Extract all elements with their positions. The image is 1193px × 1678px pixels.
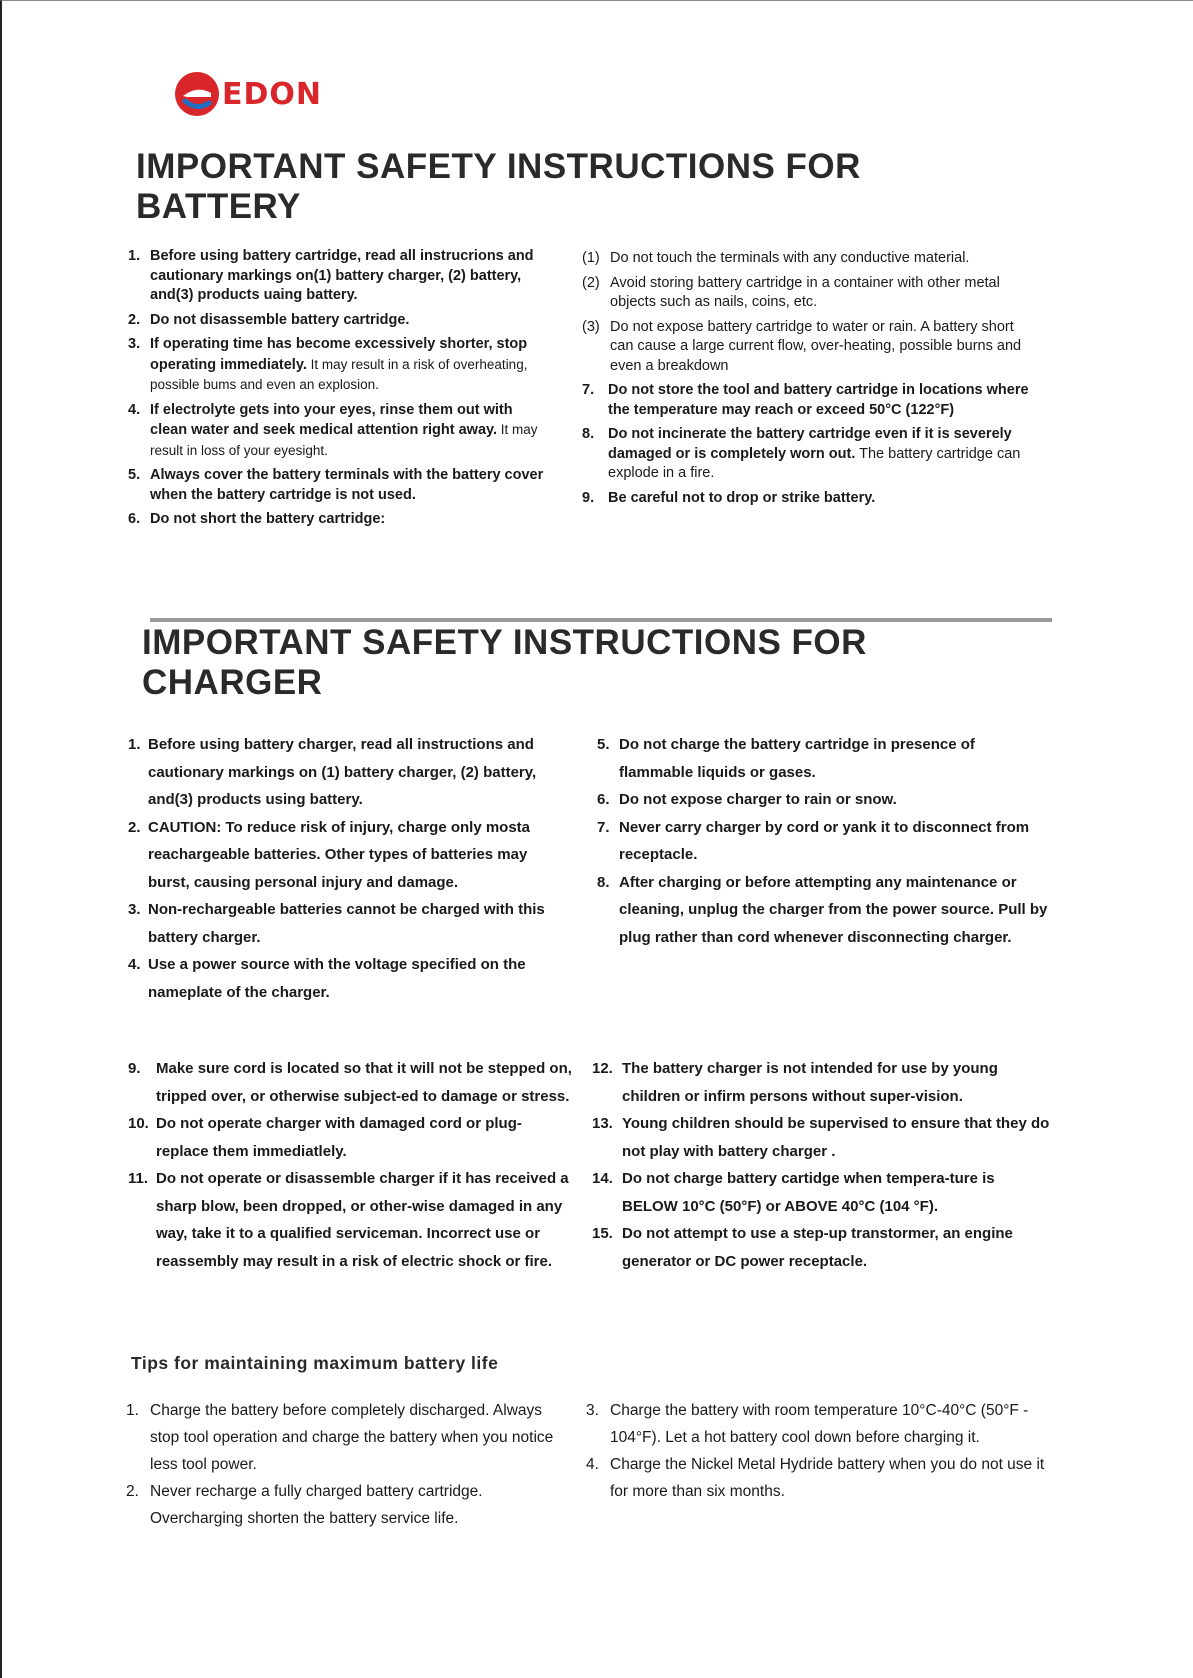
item-number: 7. [582,382,595,398]
item-number: 10. [128,1115,149,1132]
item-text: Do not charge the battery cartridge in presence of flammable liquids or gases. [619,736,975,781]
charger-bottom-left-column [128,1055,573,1275]
list-item [128,311,548,331]
tips-left-column [126,1397,571,1532]
tips-right-column [586,1397,1052,1505]
list-item [582,425,1032,484]
item-text: Make sure cord is located so that it will not be stepped on, tripped over, or otherwise subject-ed to damage or stress. [156,1060,572,1105]
list-item [128,814,568,897]
battery-title-line1: IMPORTANT SAFETY INSTRUCTIONS FOR [136,147,861,186]
list-item [592,1110,1052,1165]
list-item [582,274,1032,313]
charger-top-left-column [128,731,568,1006]
item-text: Young children should be supervised to ensure that they do not play with battery charger . [622,1115,1050,1160]
battery-left-column [128,247,548,535]
brand-name: EDON [222,76,323,112]
item-number: 6. [128,511,141,527]
item-number: (2) [582,274,600,291]
charger-top-right-column [597,731,1052,951]
item-number: 13. [592,1115,613,1132]
item-text: Always cover the battery terminals with the battery cover when the battery cartridge is not used. [150,467,544,503]
item-text: Do not store the tool and battery cartridge in locations where the temperature may reach or exceed 50°C (122°F) [608,382,1029,418]
item-text: Do not operate or disassemble charger if it has received a sharp blow, been dropped, or other-wise damaged in any way, take it to a qualified serviceman. Incorrect use or reassembly may result in a risk of electric shock or fire. [156,1170,569,1270]
item-number: (3) [582,318,600,335]
list-item [582,381,1032,420]
list-item [592,1055,1052,1110]
item-number: 8. [582,426,595,442]
item-text: Charge the Nickel Metal Hydride battery when you do not use it for more than six months. [610,1456,1045,1500]
item-text: Do not touch the terminals with any conductive material. [610,250,970,266]
item-number: 3. [128,336,141,352]
list-item [597,731,1052,786]
brand-logo [174,71,322,117]
item-number: 9. [128,1060,141,1077]
charger-bottom-right-column [592,1055,1052,1275]
battery-section-title [136,147,861,227]
item-text: Avoid storing battery cartridge in a container with other metal objects such as nails, coins, etc. [610,274,1000,310]
item-text: Before using battery cartridge, read all instrucrions and cautionary markings on(1) battery charger, (2) battery, and(3) products uaing battery. [150,248,534,303]
list-item [126,1397,571,1478]
list-item [128,951,568,1006]
item-text: Never carry charger by cord or yank it to disconnect from receptacle. [619,818,1030,863]
tips-section-title: Tips for maintaining maximum battery life [131,1353,499,1373]
list-item [128,335,548,396]
charger-title-line1: IMPORTANT SAFETY INSTRUCTIONS FOR [142,623,867,662]
item-number: 1. [128,736,141,753]
item-text: Do not attempt to use a step-up transtormer, an engine generator or DC power receptacle. [622,1225,1013,1270]
item-text: The battery charger is not intended for use by young children or infirm persons without super-vision. [622,1060,998,1105]
list-item [586,1397,1052,1451]
list-item [128,1055,573,1110]
item-text: Do not expose charger to rain or snow. [619,791,897,808]
list-item [592,1220,1052,1275]
list-item [128,247,548,306]
item-text: Before using battery charger, read all instructions and cautionary markings on (1) battery charger, (2) battery, and(3) products using battery. [148,736,537,808]
item-text: Charge the battery with room temperature 10°C-40°C (50°F - 104°F). Let a hot battery cool down before charging it. [610,1402,1029,1446]
item-number: 3. [586,1402,599,1419]
item-number: 7. [597,818,610,836]
list-item [597,786,1052,814]
item-text-bold: If electrolyte gets into your eyes, rinse them out with clean water and seek medical attention right away. [150,401,513,438]
list-item [597,814,1052,869]
item-text: Never recharge a fully charged battery cartridge. Overcharging shorten the battery service life. [150,1483,483,1527]
item-number: 1. [126,1402,139,1419]
list-item [128,510,548,530]
item-text-bold: Do not incinerate the battery cartridge even if it is severely damaged or is completely worn out. [608,426,1012,462]
item-number: 1. [128,248,141,264]
item-text-note: The battery cartridge can explode in a fire. [608,445,1021,481]
edon-logo-icon [174,71,220,117]
list-item [126,1478,571,1532]
list-item [128,1165,573,1275]
charger-title-line2: CHARGER [142,663,323,702]
list-item [128,896,568,951]
item-text-note: It may result in a risk of overheating, possible bums and even an explosion. [150,356,528,392]
item-text: CAUTION: To reduce risk of injury, charge only mosta reachargeable batteries. Other types of batteries may burst, causing personal injury and damage. [148,818,531,891]
list-item [597,869,1052,952]
item-number: 3. [128,901,141,918]
list-item [128,466,548,505]
item-number: 11. [128,1170,149,1187]
item-text: Do not charge battery cartidge when tempera-ture is BELOW 10°C (50°F) or ABOVE 40°C (104 °F). [622,1170,995,1215]
item-number: 6. [597,791,610,808]
item-number: 2. [128,818,141,836]
list-item [582,249,1032,269]
list-item [586,1451,1052,1505]
item-number: 4. [128,401,141,418]
list-item [582,489,1032,509]
item-text: Do not expose battery cartridge to water or rain. A battery short can cause a large current flow, over-heating, possible burns and even a breakdown [610,318,1022,374]
item-number: 2. [126,1483,139,1500]
item-text: After charging or before attempting any maintenance or cleaning, unplug the charger from the power source. Pull by plug rather than cord whenever disconnecting charger. [619,873,1048,946]
item-number: 15. [592,1225,613,1242]
item-text-bold: If operating time has become excessively shorter, stop operating immediately. [150,336,528,373]
battery-title-line2: BATTERY [136,187,301,226]
item-text-note: It may result in loss of your eyesight. [150,422,538,458]
item-text: Do not disassemble battery cartridge. [150,311,410,328]
list-item [582,318,1032,377]
item-number: 9. [582,489,595,506]
list-item [128,1110,573,1165]
list-item [128,401,548,462]
item-text: Non-rechargeable batteries cannot be charged with this battery charger. [148,901,545,946]
battery-right-column [582,249,1032,513]
item-text: Be careful not to drop or strike battery. [608,489,876,506]
item-number: 5. [597,736,610,753]
item-text: Do not operate charger with damaged cord or plug-replace them immediatlely. [156,1115,522,1160]
list-item [592,1165,1052,1220]
item-text: Charge the battery before completely discharged. Always stop tool operation and charge the battery when you notice less tool power. [150,1402,554,1473]
item-number: 5. [128,467,141,483]
item-number: (1) [582,250,600,266]
list-item [128,731,568,814]
charger-section-title [142,623,867,703]
item-number: 4. [128,956,141,973]
item-number: 14. [592,1170,613,1187]
section-divider [150,618,1052,622]
item-number: 4. [586,1456,599,1473]
item-text: Do not short the battery cartridge: [150,511,386,527]
item-number: 12. [592,1060,613,1077]
item-text: Use a power source with the voltage specified on the nameplate of the charger. [148,956,526,1001]
item-number: 8. [597,873,610,891]
item-number: 2. [128,311,141,328]
